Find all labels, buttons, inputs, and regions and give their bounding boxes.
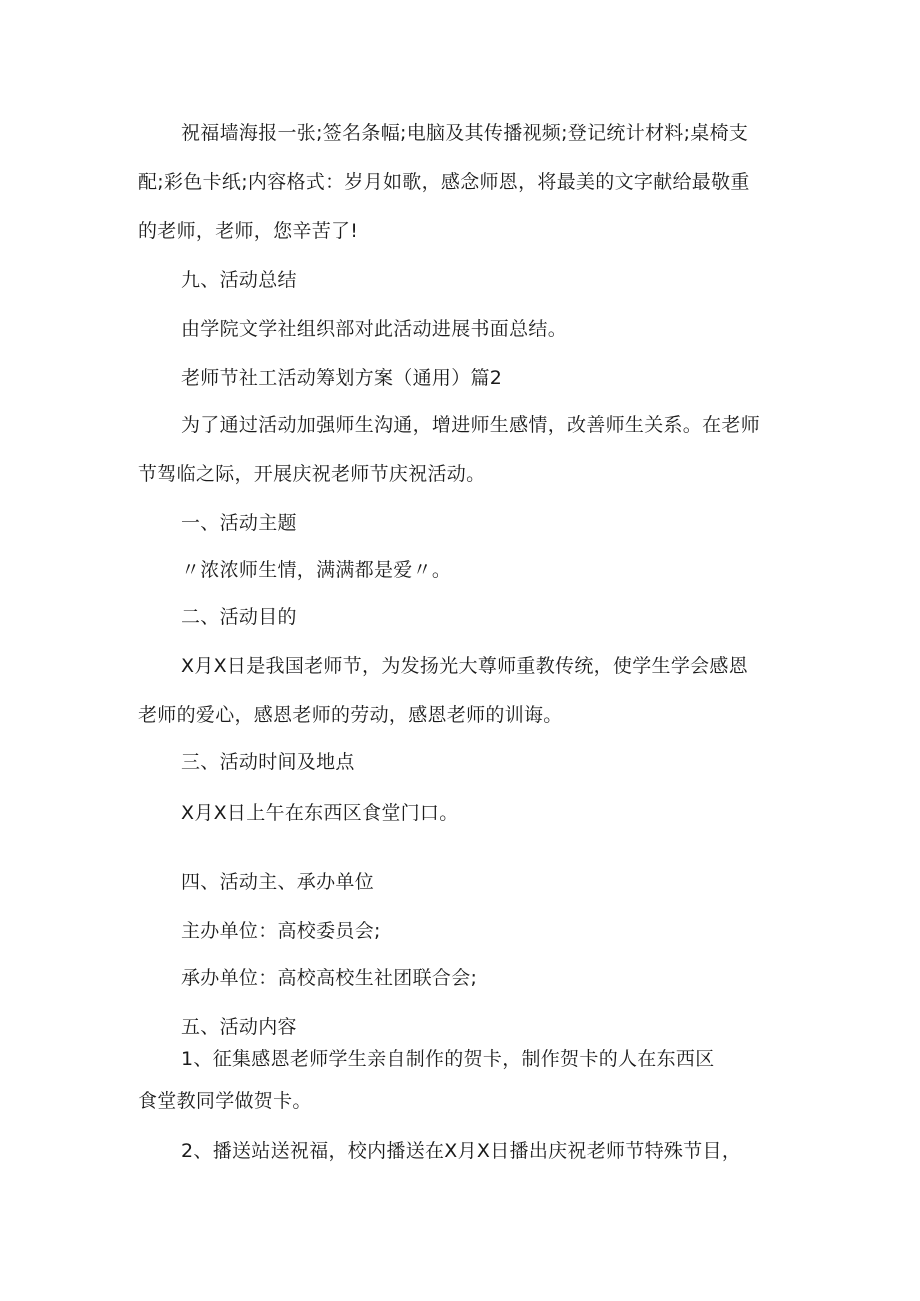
text-line: 由学院文学社组织部对此活动进展书面总结。 <box>181 318 568 340</box>
text-line: 主办单位：高校委员会; <box>181 920 381 942</box>
text-line: 为了通过活动加强师生沟通，增进师生感情，改善师生关系。在老师 <box>181 414 761 436</box>
text-line: 1、征集感恩老师学生亲自制作的贺卡，制作贺卡的人在东西区 <box>181 1048 715 1070</box>
text-line: 老师的爱心，感恩老师的劳动，感恩老师的训诲。 <box>138 704 563 726</box>
section-heading: 二、活动目的 <box>181 606 297 628</box>
text-line: 食堂教同学做贺卡。 <box>138 1090 312 1112</box>
text-line: 的老师，老师，您辛苦了! <box>138 220 359 242</box>
section-heading: 五、活动内容 <box>181 1016 297 1038</box>
section-heading: 三、活动时间及地点 <box>181 751 355 773</box>
text-line: 〃浓浓师生情，满满都是爱〃。 <box>181 559 452 581</box>
article-title: 老师节社工活动筹划方案（通用）篇2 <box>181 367 503 389</box>
text-line: 配;彩色卡纸;内容格式：岁月如歌，感念师恩，将最美的文字献给最敬重 <box>138 171 750 193</box>
text-line: 承办单位：高校高校生社团联合会; <box>181 967 478 989</box>
text-line: X月X日上午在东西区食堂门口。 <box>181 802 459 824</box>
section-heading: 一、活动主题 <box>181 512 297 534</box>
text-line: 节驾临之际，开展庆祝老师节庆祝活动。 <box>138 463 486 485</box>
text-line: 2、播送站送祝福，校内播送在X月X日播出庆祝老师节特殊节目， <box>181 1140 742 1162</box>
text-line: X月X日是我国老师节，为发扬光大尊师重教传统，使学生学会感恩 <box>181 655 749 677</box>
section-heading: 四、活动主、承办单位 <box>181 871 375 893</box>
text-line: 祝福墙海报一张;签名条幅;电脑及其传播视频;登记统计材料;桌椅支 <box>181 122 749 144</box>
section-heading: 九、活动总结 <box>181 269 297 291</box>
